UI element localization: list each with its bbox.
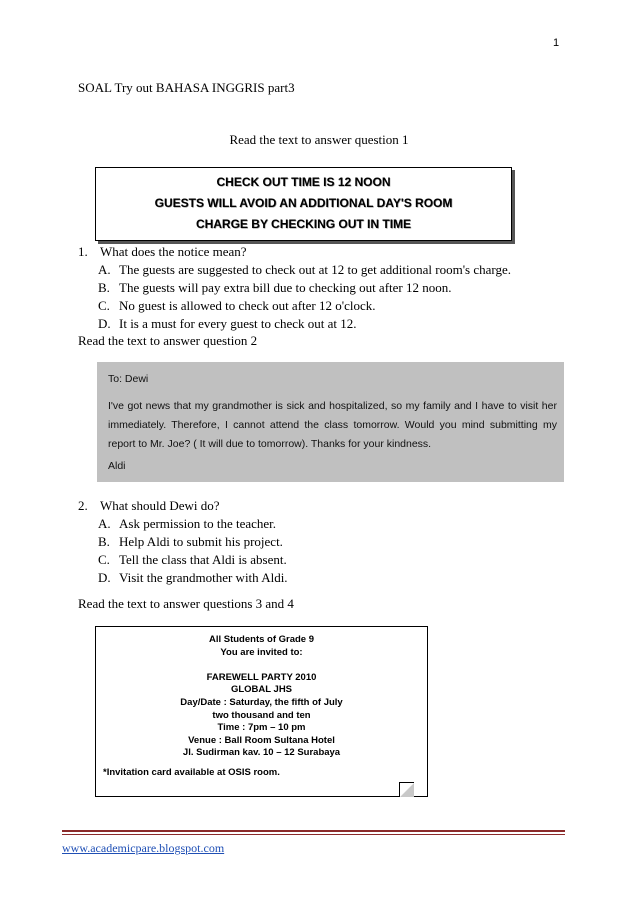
option-d: D. Visit the grandmother with Aldi. [98,570,288,585]
question-1 [78,243,598,333]
option-c: C. No guest is allowed to check out after 12 o'clock. [98,298,376,313]
invitation-note: *Invitation card available at OSIS room. [103,767,280,778]
memo-body: I've got news that my grandmother is sick and hospitalized, so my family and I have to visit her immediately. Therefore, I cannot attend the class tomorrow. Would you mind submitting my report to Mr. Joe? ( It will due to tomorrow). Thanks for your kindness. [108,400,557,450]
invitation-line: FAREWELL PARTY 2010 [206,671,317,683]
notice-line-3: CHARGE BY CHECKING OUT IN TIME [195,217,412,231]
invitation-lines [96,634,427,760]
footer-divider [62,830,565,832]
question-2 [78,497,598,587]
footer-link[interactable]: www.academicpare.blogspot.com [62,841,225,855]
invitation-line: All Students of Grade 9 [208,634,315,645]
footer-divider-thin [62,834,565,835]
invitation-card [95,626,428,797]
page-number: 1 [553,37,560,49]
memo-recipient: To: Dewi [108,373,149,385]
invitation-line: You are invited to: [220,646,303,658]
invitation-line: two thousand and ten [212,709,311,721]
invitation-line: GLOBAL JHS [230,684,293,696]
question-number: 2. [78,498,88,513]
document-title: SOAL Try out BAHASA INGGRIS part3 [78,80,295,95]
invitation-line: Time : 7pm – 10 pm [217,722,306,734]
invitation-line: Jl. Sudirman kav. 10 – 12 Surabaya [182,747,341,759]
notice-line-1: CHECK OUT TIME IS 12 NOON [216,175,391,189]
option-c: C. Tell the class that Aldi is absent. [98,552,287,567]
option-d: D. It is a must for every guest to check out at 12. [98,316,357,331]
notice-box [95,167,512,241]
option-a: A. The guests are suggested to check out at 12 to get additional room's charge. [98,262,511,277]
memo-signature: Aldi [108,460,126,472]
page-curl-icon [399,782,414,797]
option-a: A. Ask permission to the teacher. [98,516,277,531]
instruction-question-2: Read the text to answer question 2 [78,333,258,348]
question-number: 1. [78,244,88,259]
notice-line-2: GUESTS WILL AVOID AN ADDITIONAL DAY'S ROOM [154,196,453,210]
question-stem: What should Dewi do? [100,498,220,513]
invitation-spacer [96,659,427,672]
option-b: B. Help Aldi to submit his project. [98,534,283,549]
memo-note [97,362,564,482]
invitation-line: Venue : Ball Room Sultana Hotel [188,734,335,746]
instruction-questions-3-4: Read the text to answer questions 3 and 4 [78,596,294,611]
instruction-question-1: Read the text to answer question 1 [229,132,409,147]
invitation-line: Day/Date : Saturday, the fifth of July [180,696,343,708]
option-b: B. The guests will pay extra bill due to checking out after 12 noon. [98,280,452,295]
question-stem: What does the notice mean? [100,244,247,259]
